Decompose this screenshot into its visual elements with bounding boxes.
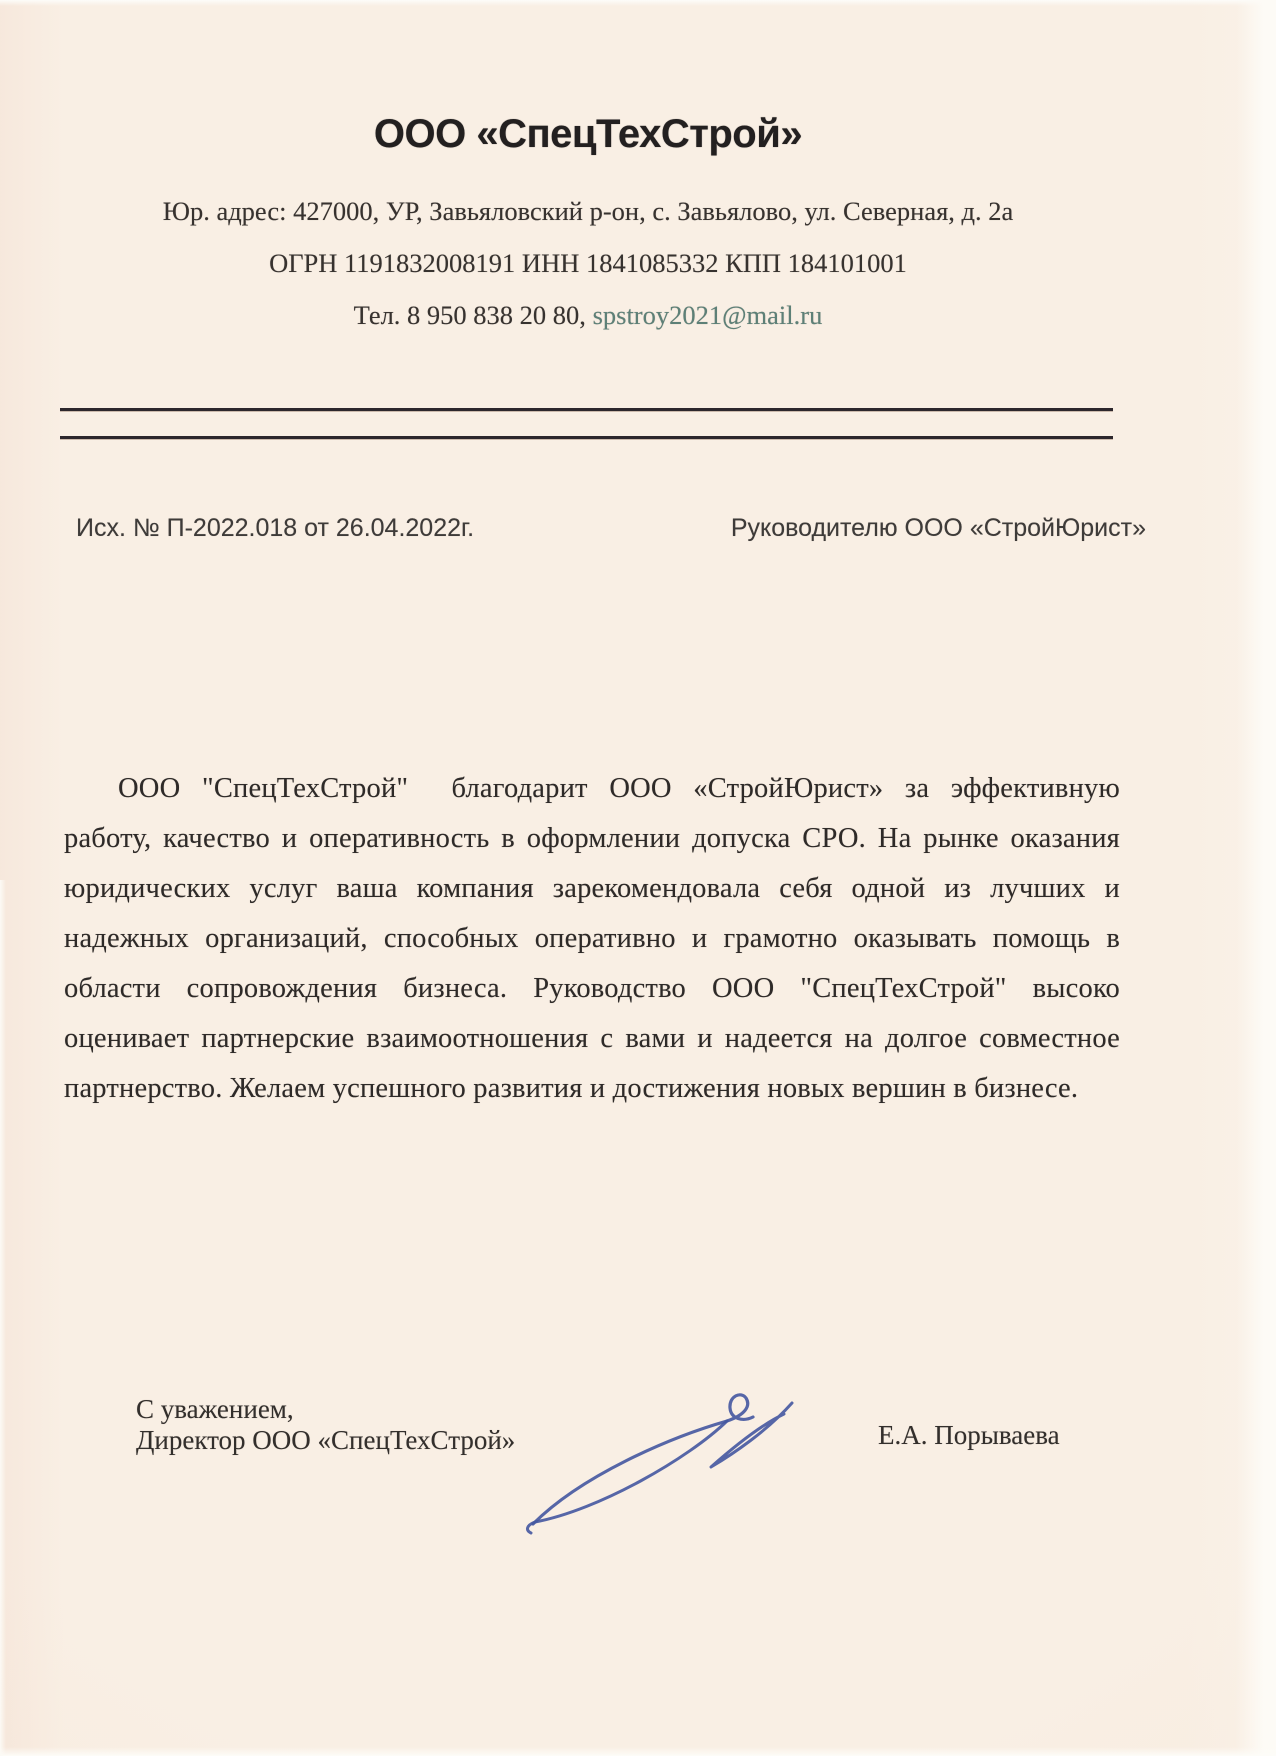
body-line: работу, качество и оперативность в оформлении допуска СРО. На рынке оказания (64, 823, 1120, 854)
body-line: оценивает партнерские взаимоотношения с вами и надеется на долгое совместное (64, 1023, 1120, 1054)
phone-number: Тел. 8 950 838 20 80, (353, 300, 593, 330)
body-line: надежных организаций, способных оперативно и грамотно оказывать помощь в (64, 923, 1120, 954)
legal-address: Юр. адрес: 427000, УР, Завьяловский р-он, с. Завьялово, ул. Северная, д. 2а (162, 196, 1014, 226)
addressee: Руководителю ООО «СтройЮрист» (730, 514, 1146, 542)
body-line: ООО "СпецТехСтрой" благодарит ООО «СтройЮрист» за эффективную (118, 773, 1120, 804)
signatory-title: Директор ООО «СпецТехСтрой» (136, 1425, 516, 1455)
signature-stroke-loop-bottom (528, 1421, 727, 1533)
signature-stroke-check (711, 1403, 792, 1467)
sign-off-block (136, 1394, 515, 1456)
company-name: ООО «СпецТехСтрой» (373, 112, 803, 156)
body-line: области сопровождения бизнеса. Руководство ООО "СпецТехСтрой" высоко (64, 973, 1120, 1004)
body-line: партнерство. Желаем успешного развития и достижения новых вершин в бизнесе. (64, 1073, 1079, 1104)
scan-edge-top (0, 0, 1276, 6)
closing-line: С уважением, (136, 1394, 294, 1424)
scan-edge-bottom (0, 1747, 1276, 1756)
contact-line (60, 300, 1116, 331)
body-line: юридических услуг ваша компания зарекомендовала себя одной из лучших и (64, 873, 1120, 904)
registration-numbers: ОГРН 1191832008191 ИНН 1841085332 КПП 184101001 (269, 248, 907, 278)
scan-edge-right (1236, 0, 1276, 1756)
letterhead-divider-bottom (60, 436, 1113, 439)
email-address: spstroy2021@mail.ru (592, 300, 823, 330)
letterhead-divider-top (60, 408, 1113, 411)
outgoing-number: Исх. № П-2022.018 от 26.04.2022г. (76, 514, 475, 542)
handwritten-signature (503, 1386, 823, 1546)
signatory-name: Е.А. Порываева (878, 1420, 1060, 1450)
letter-body (64, 764, 1120, 1114)
scan-edge-left (0, 880, 6, 1756)
